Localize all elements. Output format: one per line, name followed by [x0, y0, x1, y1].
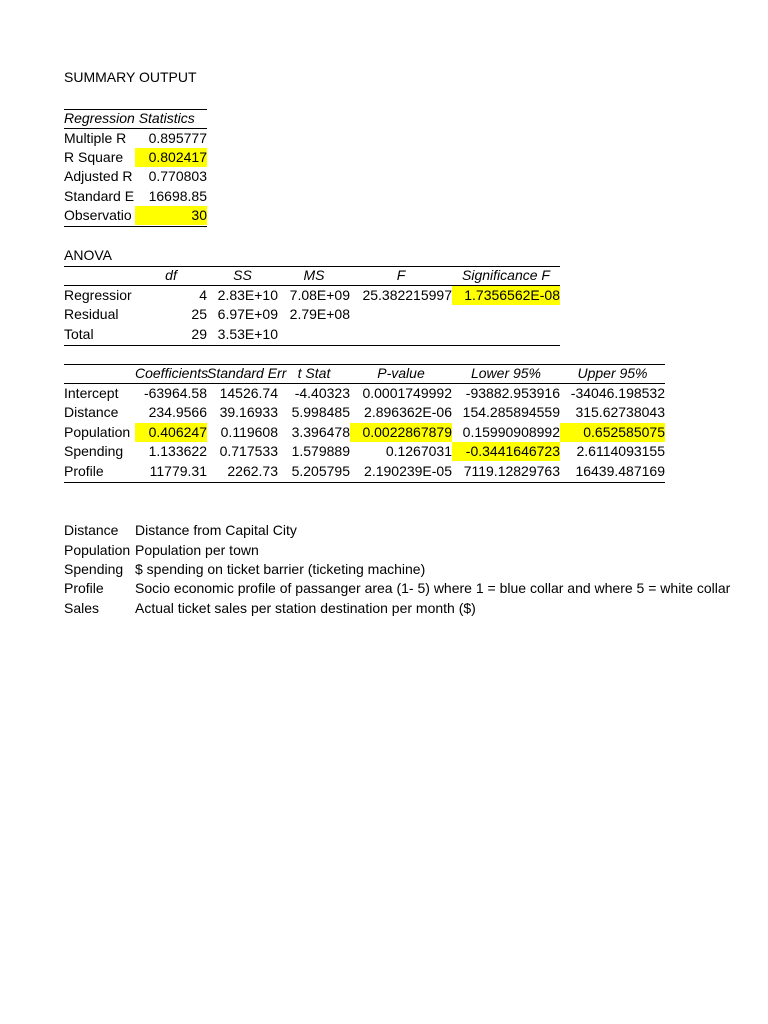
- anova-title: ANOVA: [64, 247, 112, 263]
- coef-header-lower-95: Lower 95%: [470, 365, 542, 381]
- anova-header-f: F: [396, 267, 406, 283]
- divider: [64, 226, 207, 227]
- coef-spending-t-stat: 1.579889: [291, 443, 350, 459]
- coef-population-p-value: 0.0022867879: [350, 423, 452, 442]
- coef-header-coefficients: Coefficients: [135, 365, 209, 381]
- coef-spending-upper-95: 2.6114093155: [576, 443, 665, 459]
- coef-header-standard-error: Standard Err: [207, 365, 287, 381]
- definition-term: Spending: [64, 561, 124, 577]
- coef-spending-p-value: 0.1267031: [385, 443, 452, 459]
- coef-header-t-stat: t Stat: [297, 365, 331, 381]
- coef-intercept-coefficient: -63964.58: [143, 385, 207, 401]
- anova-residual-ms: 2.79E+08: [289, 306, 350, 322]
- coef-profile-p-value: 2.190239E-05: [364, 463, 452, 479]
- anova-label-regression: Regressior: [64, 287, 132, 303]
- coef-intercept-upper-95: -34046.198532: [570, 385, 665, 401]
- coef-intercept-t-stat: -4.40323: [294, 385, 350, 401]
- coef-profile-lower-95: 7119.12829763: [463, 463, 560, 479]
- divider: [64, 482, 665, 483]
- coef-distance-coefficient: 234.9566: [148, 404, 207, 420]
- regression-statistics-header: Regression Statistics: [64, 110, 195, 126]
- definition-description: Population per town: [135, 542, 259, 558]
- anova-header-df: df: [165, 267, 177, 283]
- coef-intercept-p-value: 0.0001749992: [362, 385, 452, 401]
- definition-term: Profile: [64, 580, 104, 596]
- coef-label-intercept: Intercept: [64, 385, 119, 401]
- coef-profile-standard-error: 2262.73: [227, 463, 278, 479]
- stat-value-adjusted-r: 0.770803: [148, 168, 207, 184]
- stat-value-observations: 30: [135, 206, 207, 225]
- anova-label-residual: Residual: [64, 306, 119, 322]
- stat-value-standard-error: 16698.85: [148, 188, 207, 204]
- anova-regression-ms: 7.08E+09: [289, 287, 350, 303]
- coef-label-population: Population: [64, 424, 131, 440]
- coef-header-p-value: P-value: [377, 365, 425, 381]
- coef-profile-upper-95: 16439.487169: [575, 463, 665, 479]
- coef-population-standard-error: 0.119608: [220, 424, 278, 440]
- coef-distance-upper-95: 315.62738043: [575, 404, 665, 420]
- coef-distance-p-value: 2.896362E-06: [364, 404, 452, 420]
- coef-population-t-stat: 3.396478: [291, 424, 350, 440]
- definition-term: Population: [64, 542, 131, 558]
- stat-label-adjusted-r: Adjusted R: [64, 168, 133, 184]
- stat-label-standard-error: Standard E: [64, 188, 135, 204]
- coef-label-distance: Distance: [64, 404, 119, 420]
- divider: [64, 345, 560, 346]
- anova-header-ms: MS: [303, 267, 325, 283]
- anova-label-total: Total: [64, 326, 94, 342]
- stat-value-multiple-r: 0.895777: [148, 130, 207, 146]
- coef-profile-t-stat: 5.205795: [291, 463, 350, 479]
- stat-value-r-square: 0.802417: [135, 148, 207, 167]
- anova-regression-significance-f: 1.7356562E-08: [452, 286, 560, 305]
- coef-spending-lower-95: -0.3441646723: [452, 442, 560, 461]
- anova-residual-df: 25: [191, 306, 207, 322]
- anova-total-ss: 3.53E+10: [217, 326, 278, 342]
- coef-population-upper-95: 0.652585075: [560, 423, 665, 442]
- stat-label-observations: Observatio: [64, 207, 132, 223]
- anova-regression-f: 25.382215997: [362, 287, 452, 303]
- coef-profile-coefficient: 11779.31: [149, 463, 207, 479]
- anova-header-significance-f: Significance F: [462, 267, 550, 283]
- coef-distance-t-stat: 5.998485: [291, 404, 350, 420]
- definition-description: Distance from Capital City: [135, 522, 297, 538]
- definition-description: Actual ticket sales per station destination per month ($): [135, 600, 476, 616]
- anova-regression-df: 4: [199, 287, 207, 303]
- coef-population-coefficient: 0.406247: [135, 423, 207, 442]
- coef-label-spending: Spending: [64, 443, 124, 459]
- stat-label-r-square: R Square: [64, 149, 124, 165]
- coef-distance-standard-error: 39.16933: [219, 404, 278, 420]
- summary-output-title: SUMMARY OUTPUT: [64, 69, 197, 85]
- coef-distance-lower-95: 154.285894559: [462, 404, 560, 420]
- coef-population-lower-95: 0.15990908992: [462, 424, 560, 440]
- anova-total-df: 29: [191, 326, 207, 342]
- definition-description: Socio economic profile of passanger area (1- 5) where 1 = blue collar and where 5 = white collar: [135, 580, 731, 596]
- anova-residual-ss: 6.97E+09: [217, 306, 278, 322]
- definition-description: $ spending on ticket barrier (ticketing machine): [135, 561, 426, 577]
- stat-label-multiple-r: Multiple R: [64, 130, 127, 146]
- coef-spending-standard-error: 0.717533: [219, 443, 278, 459]
- anova-header-ss: SS: [233, 267, 252, 283]
- coef-spending-coefficient: 1.133622: [148, 443, 207, 459]
- coef-header-upper-95: Upper 95%: [577, 365, 648, 381]
- coef-intercept-standard-error: 14526.74: [219, 385, 278, 401]
- coef-label-profile: Profile: [64, 463, 104, 479]
- definition-term: Sales: [64, 600, 100, 616]
- anova-regression-ss: 2.83E+10: [217, 287, 278, 303]
- coef-intercept-lower-95: -93882.953916: [465, 385, 560, 401]
- definition-term: Distance: [64, 522, 119, 538]
